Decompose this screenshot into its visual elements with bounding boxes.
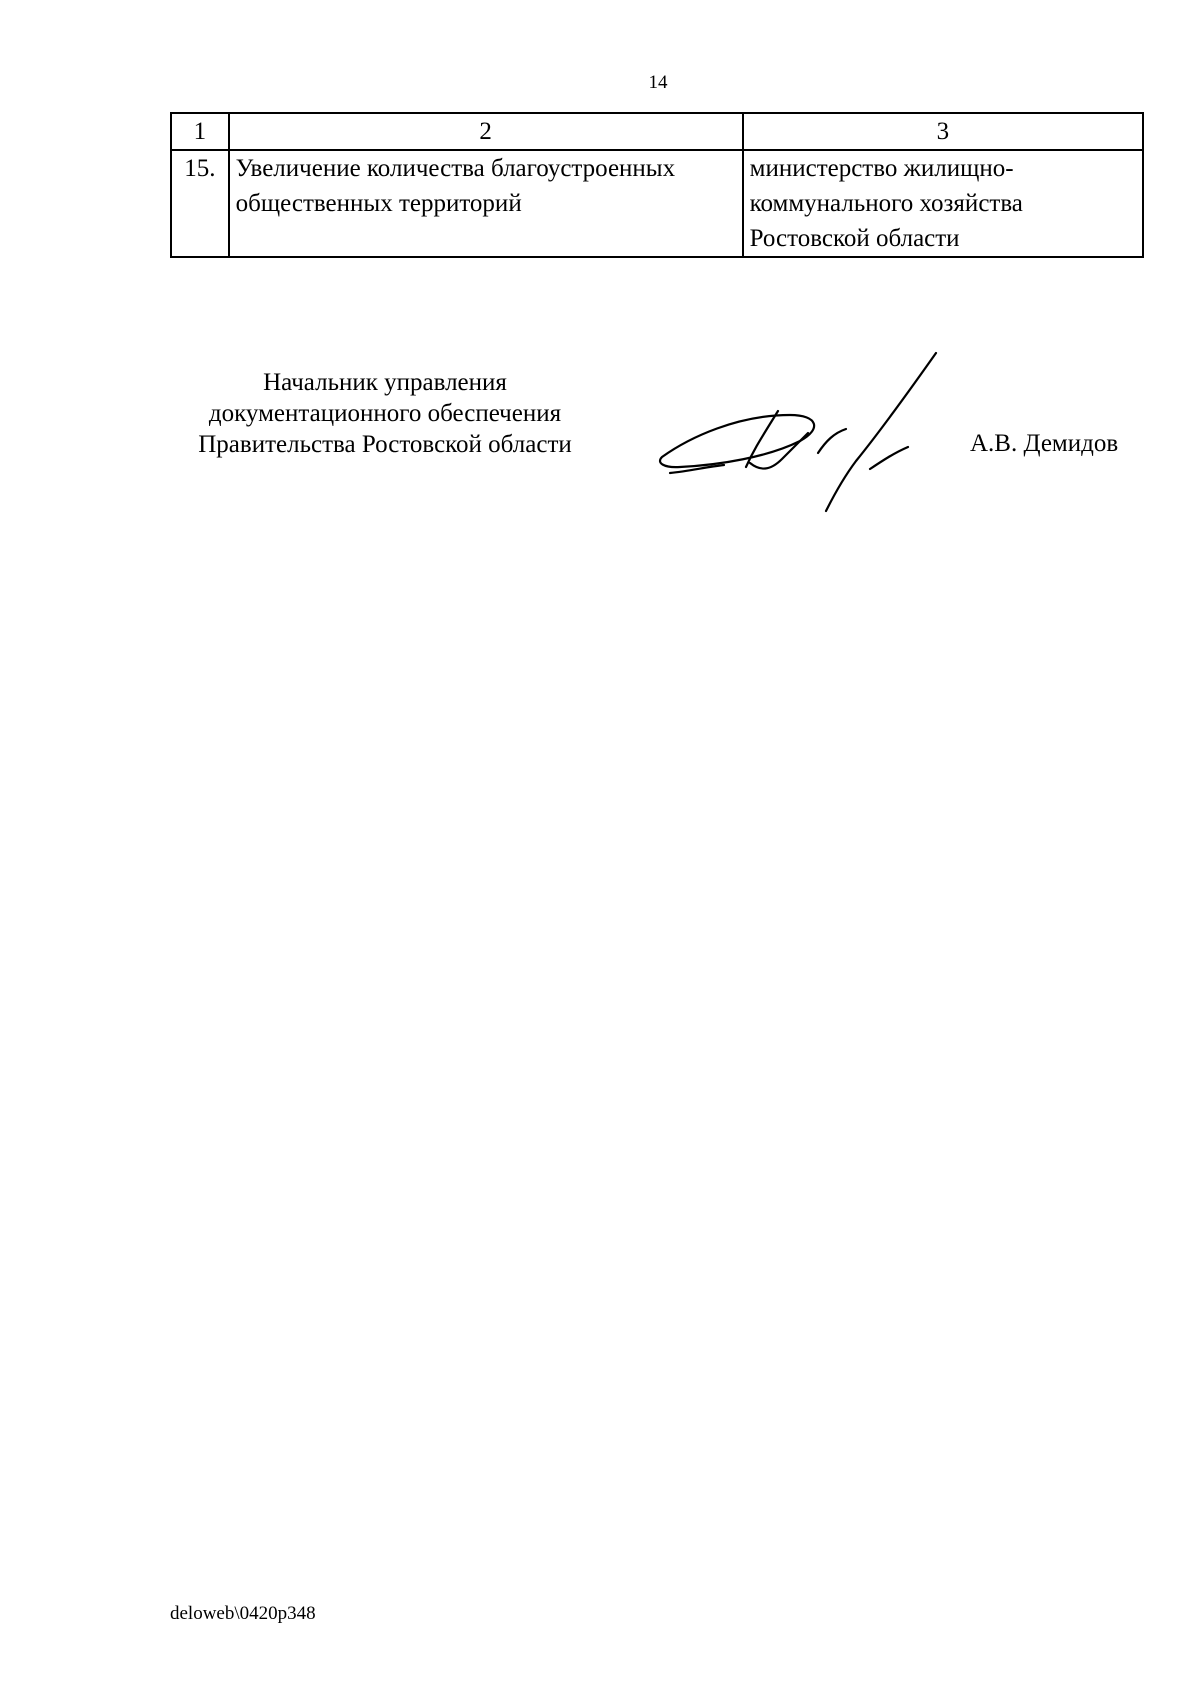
header-cell-3: 3 bbox=[743, 113, 1143, 150]
header-cell-1: 1 bbox=[171, 113, 229, 150]
page-number: 14 bbox=[648, 72, 668, 93]
signatory-name: А.В. Демидов bbox=[970, 430, 1119, 457]
handwritten-signature bbox=[650, 345, 940, 515]
row-description-text: Увеличение количества благоустроенных общественных территорий bbox=[235, 155, 676, 217]
signature-stroke-long bbox=[826, 353, 936, 511]
signature-stroke-loop bbox=[660, 415, 814, 467]
row-number: 15. bbox=[171, 150, 229, 257]
document-table bbox=[170, 112, 1144, 258]
signature-stroke-dash bbox=[818, 429, 846, 453]
table-header-row bbox=[171, 113, 1143, 150]
signatory-title bbox=[170, 367, 600, 460]
signatory-title-line-1: Начальник управления bbox=[263, 369, 507, 396]
row-responsible-text: министерство жилищно-коммунального хозяйства Ростовской области bbox=[749, 155, 1023, 252]
row-responsible bbox=[743, 150, 1143, 257]
row-description bbox=[229, 150, 743, 257]
signature-stroke-short bbox=[870, 447, 908, 469]
signatory-title-line-2: документационного обеспечения bbox=[208, 400, 562, 427]
table-row bbox=[171, 150, 1143, 257]
signatory-title-line-3: Правительства Ростовской области bbox=[198, 431, 572, 458]
header-cell-2: 2 bbox=[229, 113, 743, 150]
footer-document-code: deloweb\0420p348 bbox=[170, 1603, 316, 1624]
